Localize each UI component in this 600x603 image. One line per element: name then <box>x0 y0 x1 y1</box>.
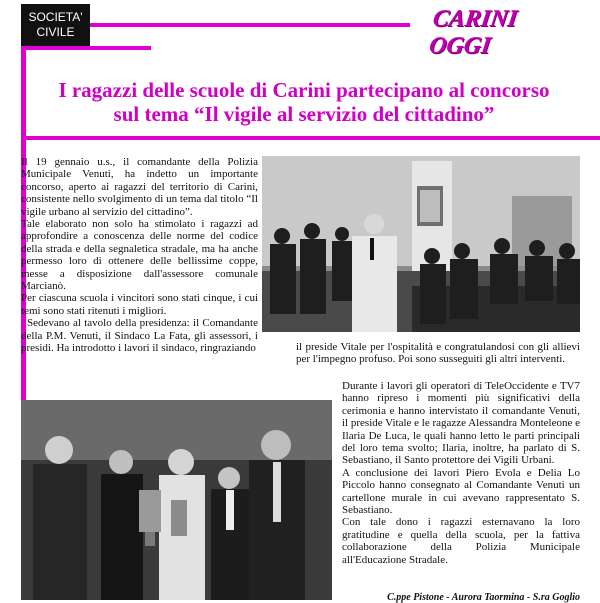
ceremony-photo <box>262 156 580 332</box>
header-underline <box>21 46 151 50</box>
headline-line-2: sul tema “Il vigile al servizio del cittadino” <box>113 102 495 126</box>
paragraph: Con tale dono i ragazzi esternavano la loro gratitudine e quella della scuola, per la fattiva collaborazione della Polizia Municipale all'Educazione Stradale. <box>342 516 580 566</box>
paragraph: A conclusione dei lavori Piero Evola e Delia Lo Piccolo hanno consegnato al Comandante Venuti un cartellone murale in cui avevano rappresentato S. Sebastiano. <box>342 466 580 517</box>
article-signature: C.ppe Pistone - Aurora Taormina - S.ra Goglio <box>387 592 580 603</box>
headline-line-1: I ragazzi delle scuole di Carini partecipano al concorso <box>58 78 550 102</box>
paragraph: Tale elaborato non solo ha stimolato i ragazzi ad approfondire a conoscenza delle norme del codice della strada e della segnaletica stradale, ma ha anche permesso loro di ottenere delle bellissime coppe, messe a disposizione dall'assessore comunale Marcianò. <box>21 218 258 293</box>
header-rule <box>90 23 410 27</box>
masthead-logo: CARINI OGGI <box>427 6 519 59</box>
paragraph: Per ciascuna scuola i vincitori sono stati cinque, i cui temi sono stati ritenuti i migliori. <box>21 292 258 317</box>
section-tag <box>21 4 90 47</box>
section-tag-line2: CIVILE <box>36 25 75 39</box>
paragraph: Il 19 gennaio u.s., il comandante della Polizia Municipale Venuti, ha indetto un importante concorso, aperto ai ragazzi del territorio di Carini, consistente nello svolgimento di un tema dal titolo “Il vigile urbano al servizio del cittadino”. <box>21 156 258 218</box>
article-column-middle <box>296 341 580 366</box>
section-tag-line1: SOCIETA' <box>28 10 83 24</box>
ceremony-photo-image <box>262 156 580 332</box>
award-winners-photo <box>21 400 332 600</box>
award-winners-photo-image <box>21 400 332 600</box>
paragraph: Durante i lavori gli operatori di TeleOccidente e TV7 hanno ripreso i momenti più significativi della cerimonia e hanno intervistato il comandante Venuti, il preside Vitale e le ragazze Alessandra Monteleone e Ilaria De Luca, le quali hanno letto le parti principali del loro tema svolto; Ilaria, inoltre, ha parlato di S. Sebastiano, il Santo protettore dei Vigili Urbani. <box>342 380 580 467</box>
article-headline <box>28 78 580 126</box>
headline-rule <box>21 136 600 140</box>
paragraph: Sedevano al tavolo della presidenza: il Comandante della P.M. Venuti, il Sindaco La Fata, gli assessori, i presidi. Ha introdotto i lavori il sindaco, ringraziando <box>21 317 258 355</box>
article-column-left <box>21 156 258 355</box>
paragraph: il preside Vitale per l'ospitalità e congratulandosi con gli allievi per l'impegno profuso. Poi sono susseguiti gli altri interventi. <box>296 341 580 366</box>
article-column-right <box>342 380 580 566</box>
